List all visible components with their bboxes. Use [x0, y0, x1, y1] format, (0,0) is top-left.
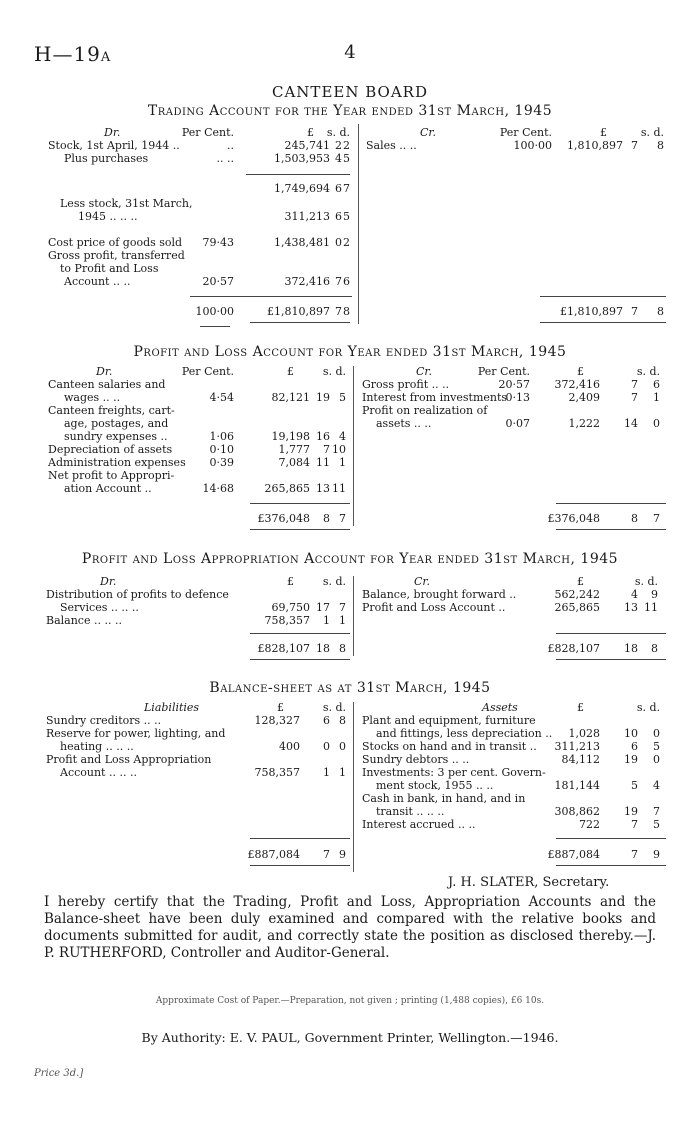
- appr-dr-total-pence: 8: [339, 642, 346, 655]
- balance-asset-shillings: 10: [624, 727, 638, 740]
- pl-cr-head-percent: Per Cent.: [477, 365, 530, 378]
- pl-dr-label: ation Account ..: [64, 482, 152, 495]
- pl-dr-pence: 11: [332, 482, 346, 495]
- balance-liab-amount: 400: [279, 740, 300, 753]
- pl-cr-pence: 6: [653, 378, 660, 391]
- appr-cr-total-rule-bottom: [556, 659, 666, 660]
- trading-cr-shillings: 7: [631, 139, 638, 152]
- balance-asset-label: Plant and equipment, furniture: [362, 714, 536, 727]
- trading-dr-shillings: 0: [335, 236, 342, 249]
- trading-dr-label: 1945 .. .. ..: [78, 210, 138, 223]
- pl-cr-head-pound: £: [577, 365, 584, 378]
- appr-dr-amount: 69,750: [271, 601, 310, 614]
- appr-cr-head-pound: £: [577, 575, 584, 588]
- appropriation-account-title: Profit and Loss Appropriation Account for Year ended 31st March, 1945: [81, 551, 619, 567]
- trading-dr-percent: 20·57: [202, 275, 234, 288]
- balance-asset-pence: 7: [653, 805, 660, 818]
- pl-cr-total-shillings: 8: [631, 512, 638, 525]
- balance-liab-label: heating .. .. ..: [60, 740, 134, 753]
- pl-dr-percent: 0·10: [209, 443, 234, 456]
- trading-cr-label: Sales .. ..: [366, 139, 417, 152]
- pl-dr-label: wages .. ..: [64, 391, 121, 404]
- balance-liab-label: Reserve for power, lighting, and: [46, 727, 226, 740]
- appr-dr-amount: 758,357: [264, 614, 310, 627]
- balance-asset-pence: 0: [653, 727, 660, 740]
- balance-asset-label: Stocks on hand and in transit ..: [362, 740, 537, 753]
- pl-dr-total-shillings: 8: [323, 512, 330, 525]
- trading-dr-head-percent: Per Cent.: [181, 126, 234, 139]
- balance-asset-amount: 181,144: [554, 779, 600, 792]
- pl-cr-percent: 0·07: [505, 417, 530, 430]
- appr-dr-shillings: 1: [323, 614, 330, 627]
- appr-dr-pence: 1: [339, 614, 346, 627]
- balance-asset-pence: 4: [653, 779, 660, 792]
- pl-dr-label: Canteen salaries and: [48, 378, 166, 391]
- page-number: 4: [344, 42, 356, 63]
- pl-cr-pence: 1: [653, 391, 660, 404]
- balance-asset-label: Sundry debtors .. ..: [362, 753, 470, 766]
- trading-dr-amount: 372,416: [284, 275, 330, 288]
- trading-dr-total-amount: £1,810,897: [267, 305, 330, 318]
- balance-asset-total-shillings: 7: [631, 848, 638, 861]
- trading-dr-label: Less stock, 31st March,: [60, 197, 193, 210]
- balance-liab-amount: 758,357: [254, 766, 300, 779]
- pl-dr-shillings: 11: [316, 456, 330, 469]
- pl-dr-pence: 10: [332, 443, 346, 456]
- pl-cr-total-rule-top: [556, 503, 666, 504]
- appr-cr-pence: 11: [644, 601, 658, 614]
- balance-asset-total-rule-top: [556, 838, 666, 839]
- appr-dr-head-side: Dr.: [100, 575, 117, 588]
- balance-liab-label: Account .. .. ..: [60, 766, 137, 779]
- balance-asset-label: Interest accrued .. ..: [362, 818, 476, 831]
- cost-note: Approximate Cost of Paper.—Preparation, not given ; printing (1,488 copies), £6 10s.: [155, 996, 545, 1006]
- pl-cr-shillings: 7: [631, 391, 638, 404]
- pl-dr-amount: 82,121: [271, 391, 310, 404]
- trading-cr-total-pence: 8: [657, 305, 664, 318]
- balance-liab-head-side: Liabilities: [144, 701, 200, 714]
- balance-liab-total-shillings: 7: [323, 848, 330, 861]
- trading-cr-total-amount: £1,810,897: [560, 305, 623, 318]
- trading-dr-label: to Profit and Loss: [60, 262, 159, 275]
- trading-dr-percent: ..: [227, 139, 234, 152]
- pl-cr-amount: 372,416: [554, 378, 600, 391]
- trading-cr-amount: 1,810,897: [567, 139, 623, 152]
- trading-dr-amount: 1,438,481: [274, 236, 330, 249]
- balance-liab-label: Sundry creditors .. ..: [46, 714, 162, 727]
- trading-total-rule-bottom: [250, 322, 350, 323]
- pl-dr-label: Depreciation of assets: [48, 443, 173, 456]
- balance-asset-label: ment stock, 1955 .. ..: [376, 779, 494, 792]
- pl-dr-percent: 4·54: [209, 391, 234, 404]
- board-title: CANTEEN BOARD: [272, 83, 428, 101]
- pl-cr-shillings: 14: [624, 417, 638, 430]
- trading-dr-head-sd: s. d.: [326, 126, 350, 139]
- balance-liab-label: Profit and Loss Appropriation: [46, 753, 212, 766]
- pl-cr-amount: 2,409: [568, 391, 600, 404]
- balance-asset-pence: 5: [653, 740, 660, 753]
- pl-dr-percent: 14·68: [202, 482, 234, 495]
- appr-cr-label: Profit and Loss Account ..: [362, 601, 506, 614]
- trading-dr-pence: 7: [343, 182, 350, 195]
- balance-asset-total-pence: 9: [653, 848, 660, 861]
- appr-dr-head-pound: £: [287, 575, 294, 588]
- trading-dr-amount: 245,741: [284, 139, 330, 152]
- trading-dr-shillings: 4: [335, 152, 342, 165]
- appr-cr-label: Balance, brought forward ..: [362, 588, 517, 601]
- pl-dr-total-rule-bottom: [250, 529, 350, 530]
- pl-dr-pence: 1: [339, 456, 346, 469]
- balance-asset-total-rule-bottom: [556, 865, 666, 866]
- balance-asset-total-amount: £887,084: [547, 848, 600, 861]
- trading-cr-head-sd: s. d.: [640, 126, 664, 139]
- balance-asset-label: Investments: 3 per cent. Govern-: [362, 766, 546, 779]
- balance-asset-shillings: 7: [631, 818, 638, 831]
- appr-dr-label: Services .. .. ..: [60, 601, 139, 614]
- appr-dr-pence: 7: [339, 601, 346, 614]
- balance-liab-total-rule-top: [250, 838, 350, 839]
- balance-sheet-title: Balance-sheet as at 31st March, 1945: [209, 680, 491, 696]
- trading-dr-shillings: 6: [335, 210, 342, 223]
- trading-cr-head-side: Cr.: [420, 126, 436, 139]
- pl-dr-amount: 265,865: [264, 482, 310, 495]
- pl-dr-head-pound: £: [287, 365, 294, 378]
- balance-liab-total-rule-bottom: [250, 865, 350, 866]
- appr-cr-head-sd: s. d.: [634, 575, 658, 588]
- pl-cr-total-rule-bottom: [556, 529, 666, 530]
- balance-liab-head-sd: s. d.: [322, 701, 346, 714]
- trading-dr-shillings: 6: [335, 182, 342, 195]
- balance-asset-label: Cash in bank, in hand, and in: [362, 792, 526, 805]
- pl-dr-pence: 5: [339, 391, 346, 404]
- pl-account-title: Profit and Loss Account for Year ended 31st March, 1945: [133, 344, 567, 360]
- trading-dr-pence: 5: [343, 152, 350, 165]
- trading-dr-percent: 79·43: [202, 236, 234, 249]
- trading-dr-label: Cost price of goods sold: [48, 236, 183, 249]
- trading-cr-total-rule-bottom: [540, 322, 666, 323]
- balance-asset-label: transit .. .. ..: [376, 805, 445, 818]
- trading-dr-shillings: 2: [335, 139, 342, 152]
- balance-liab-shillings: 0: [323, 740, 330, 753]
- pl-cr-total-pence: 7: [653, 512, 660, 525]
- balance-asset-shillings: 6: [631, 740, 638, 753]
- pl-dr-total-rule-top: [250, 503, 350, 504]
- pl-dr-shillings: 13: [316, 482, 330, 495]
- pl-dr-total-amount: £376,048: [257, 512, 310, 525]
- trading-cr-head-percent: Per Cent.: [499, 126, 552, 139]
- trading-cr-head-pound: £: [600, 126, 607, 139]
- trading-cr-total-shillings: 7: [631, 305, 638, 318]
- trading-dr-head-pound: £: [307, 126, 314, 139]
- trading-dr-label: Account .. ..: [64, 275, 131, 288]
- trading-dr-pence: 2: [343, 236, 350, 249]
- trading-dr-pence: 2: [343, 139, 350, 152]
- pl-cr-label: Gross profit .. ..: [362, 378, 450, 391]
- pl-dr-label: Net profit to Appropri-: [48, 469, 175, 482]
- balance-liab-shillings: 1: [323, 766, 330, 779]
- pl-cr-percent: 0·13: [505, 391, 530, 404]
- appr-dr-label: Distribution of profits to defence: [46, 588, 229, 601]
- balance-liab-total-pence: 9: [339, 848, 346, 861]
- balance-asset-amount: 308,862: [554, 805, 600, 818]
- pl-dr-label: age, postages, and: [64, 417, 169, 430]
- appr-divider: [353, 576, 354, 656]
- appr-cr-total-amount: £828,107: [547, 642, 600, 655]
- balance-liab-pence: 1: [339, 766, 346, 779]
- document-code: H—19A: [34, 42, 112, 66]
- pl-dr-head-sd: s. d.: [322, 365, 346, 378]
- pl-cr-percent: 20·57: [498, 378, 530, 391]
- trading-cr-pence: 8: [657, 139, 664, 152]
- appr-cr-total-shillings: 18: [624, 642, 638, 655]
- trading-dr-pence: 5: [343, 210, 350, 223]
- pl-divider: [353, 366, 354, 526]
- balance-asset-head-pound: £: [577, 701, 584, 714]
- balance-asset-amount: 722: [579, 818, 600, 831]
- trading-divider: [358, 124, 359, 324]
- appr-cr-amount: 562,242: [554, 588, 600, 601]
- balance-asset-amount: 1,028: [568, 727, 600, 740]
- appr-cr-amount: 265,865: [554, 601, 600, 614]
- balance-liab-shillings: 6: [323, 714, 330, 727]
- appr-dr-total-amount: £828,107: [257, 642, 310, 655]
- pl-cr-total-amount: £376,048: [547, 512, 600, 525]
- pl-dr-label: Canteen freights, cart-: [48, 404, 175, 417]
- trading-dr-label: Stock, 1st April, 1944 ..: [48, 139, 180, 152]
- trading-dr-total-shillings: 7: [335, 305, 342, 318]
- pl-dr-percent: 1·06: [209, 430, 234, 443]
- pl-dr-head-side: Dr.: [96, 365, 113, 378]
- pl-cr-amount: 1,222: [568, 417, 600, 430]
- trading-total-rule-top: [190, 296, 352, 297]
- pl-cr-pence: 0: [653, 417, 660, 430]
- pl-cr-label: assets .. ..: [376, 417, 432, 430]
- appr-dr-shillings: 17: [316, 601, 330, 614]
- trading-dr-percent: .. ..: [216, 152, 234, 165]
- appr-dr-total-shillings: 18: [316, 642, 330, 655]
- pl-dr-shillings: 7: [323, 443, 330, 456]
- trading-dr-amount: 1,749,694: [274, 182, 330, 195]
- balance-asset-pence: 5: [653, 818, 660, 831]
- trading-subtotal-rule: [246, 174, 350, 175]
- balance-asset-head-sd: s. d.: [636, 701, 660, 714]
- appr-dr-head-sd: s. d.: [322, 575, 346, 588]
- pl-cr-label: Interest from investments: [362, 391, 508, 404]
- trading-total-rule-bottom2: [200, 326, 230, 327]
- trading-dr-shillings: 7: [335, 275, 342, 288]
- appr-cr-total-pence: 8: [651, 642, 658, 655]
- printer-authority: By Authority: E. V. PAUL, Government Printer, Wellington.—1946.: [141, 1030, 559, 1045]
- trading-dr-amount: 311,213: [284, 210, 330, 223]
- balance-asset-amount: 84,112: [561, 753, 600, 766]
- trading-dr-total-percent: 100·00: [195, 305, 234, 318]
- balance-liab-pence: 0: [339, 740, 346, 753]
- balance-asset-head-side: Assets: [482, 701, 518, 714]
- pl-cr-head-sd: s. d.: [636, 365, 660, 378]
- pl-dr-total-pence: 7: [339, 512, 346, 525]
- secretary-signature: J. H. SLATER, Secretary.: [448, 875, 610, 890]
- balance-divider: [353, 702, 354, 872]
- pl-cr-label: Profit on realization of: [362, 404, 488, 417]
- trading-cr-total-rule-top: [540, 296, 666, 297]
- trading-dr-label: Gross profit, transferred: [48, 249, 185, 262]
- balance-asset-shillings: 5: [631, 779, 638, 792]
- trading-dr-amount: 1,503,953: [274, 152, 330, 165]
- pl-dr-head-percent: Per Cent.: [181, 365, 234, 378]
- balance-asset-shillings: 19: [624, 805, 638, 818]
- trading-dr-head-side: Dr.: [104, 126, 121, 139]
- trading-account-title: Trading Account for the Year ended 31st March, 1945: [147, 103, 553, 119]
- balance-asset-pence: 0: [653, 753, 660, 766]
- balance-liab-head-pound: £: [277, 701, 284, 714]
- appr-cr-pence: 9: [651, 588, 658, 601]
- pl-dr-pence: 4: [339, 430, 346, 443]
- appr-cr-total-rule-top: [556, 633, 666, 634]
- appr-dr-total-rule-top: [250, 633, 350, 634]
- appr-cr-shillings: 13: [624, 601, 638, 614]
- trading-dr-label: Plus purchases: [64, 152, 149, 165]
- trading-cr-percent: 100·00: [513, 139, 552, 152]
- pl-dr-percent: 0·39: [209, 456, 234, 469]
- pl-dr-label: Administration expenses: [48, 456, 186, 469]
- pl-dr-label: sundry expenses ..: [64, 430, 168, 443]
- balance-asset-label: and fittings, less depreciation ..: [376, 727, 553, 740]
- audit-certificate: I hereby certify that the Trading, Profit and Loss, Appropriation Accounts and the Balance-sheet have been duly examined and compared with the relative books and documents submitted for audit, and correctly state the position as disclosed thereby.—J. P. RUTHERFORD, Controller and Auditor-General.: [44, 894, 656, 961]
- appr-cr-shillings: 4: [631, 588, 638, 601]
- balance-liab-pence: 8: [339, 714, 346, 727]
- pl-cr-shillings: 7: [631, 378, 638, 391]
- trading-dr-pence: 6: [343, 275, 350, 288]
- pl-dr-amount: 1,777: [278, 443, 310, 456]
- trading-dr-total-pence: 8: [343, 305, 350, 318]
- pl-dr-shillings: 19: [316, 391, 330, 404]
- balance-liab-total-amount: £887,084: [247, 848, 300, 861]
- pl-cr-head-side: Cr.: [416, 365, 432, 378]
- price-note: Price 3d.]: [34, 1068, 84, 1079]
- balance-asset-amount: 311,213: [554, 740, 600, 753]
- balance-liab-amount: 128,327: [254, 714, 300, 727]
- pl-dr-amount: 7,084: [278, 456, 310, 469]
- pl-dr-shillings: 16: [316, 430, 330, 443]
- appr-dr-label: Balance .. .. ..: [46, 614, 122, 627]
- appr-cr-head-side: Cr.: [414, 575, 430, 588]
- appr-dr-total-rule-bottom: [250, 659, 350, 660]
- balance-asset-shillings: 19: [624, 753, 638, 766]
- pl-dr-amount: 19,198: [271, 430, 310, 443]
